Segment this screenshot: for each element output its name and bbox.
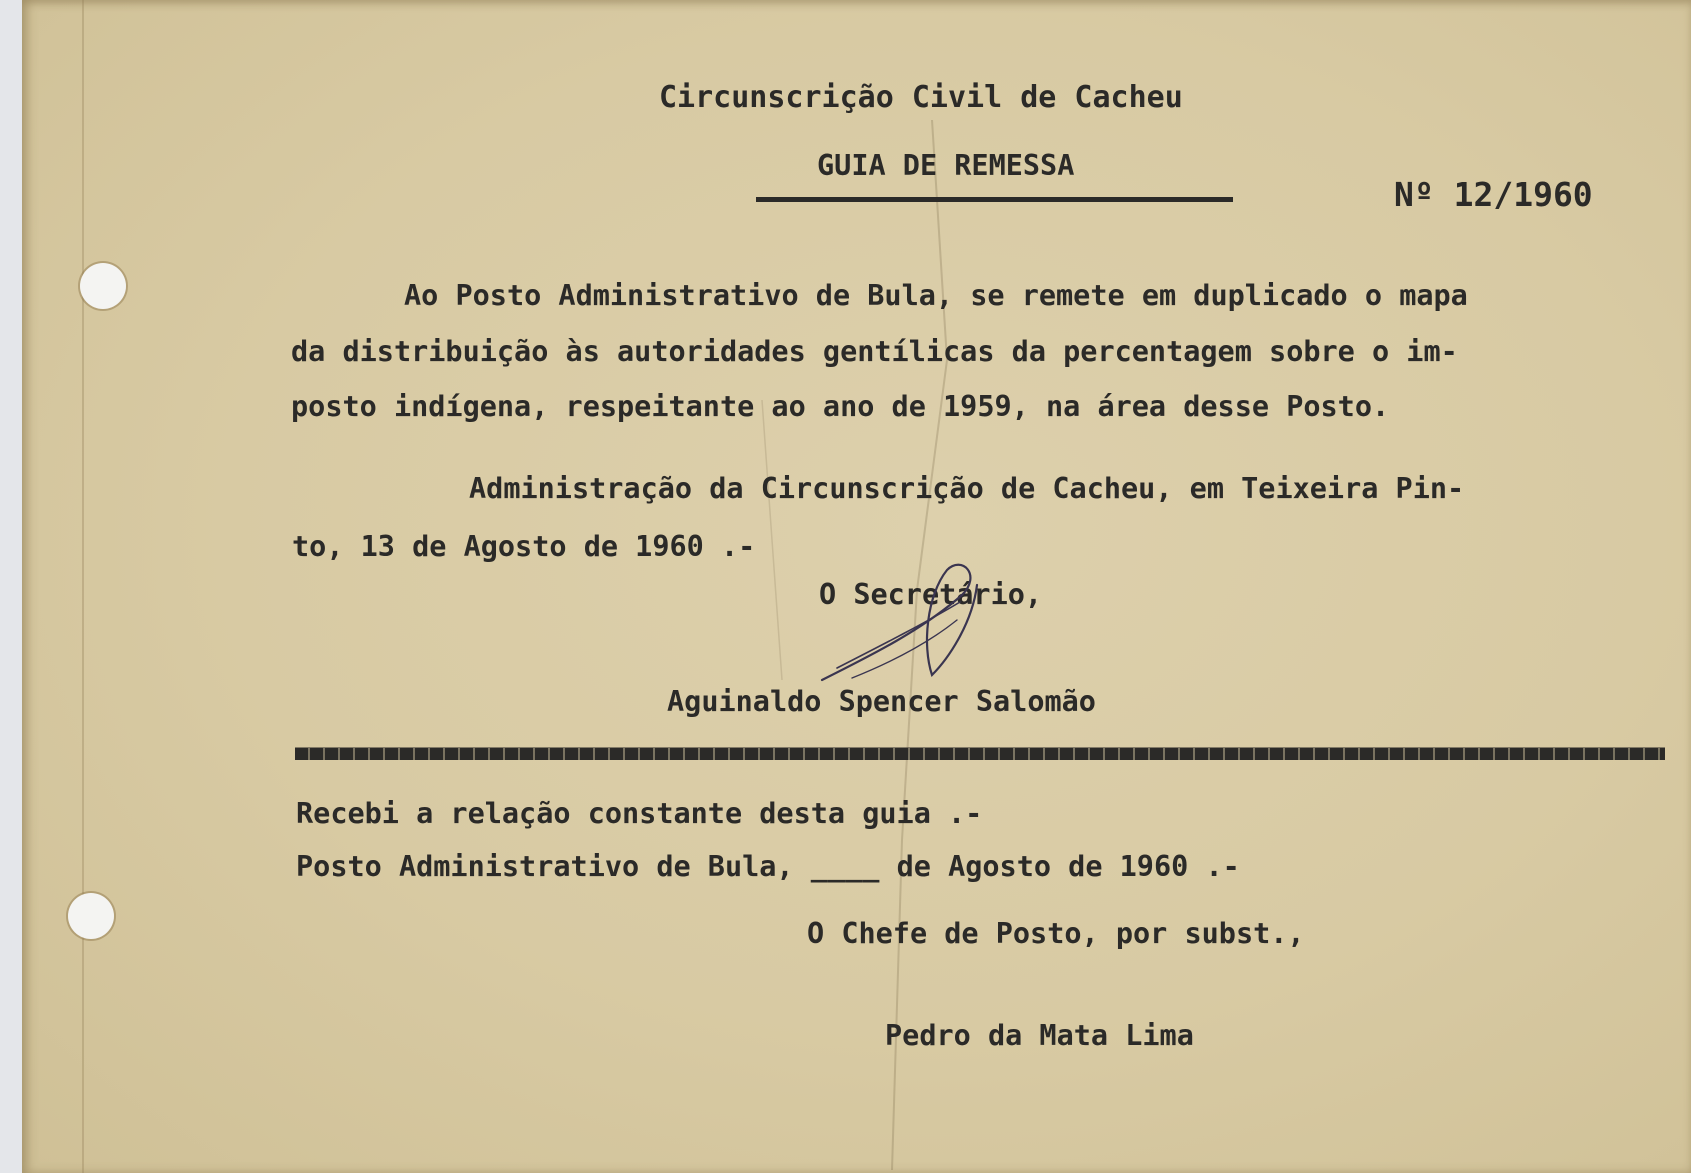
paragraph-1-line-3: posto indígena, respeitante ao ano de 1959, na área desse Posto. [291, 390, 1390, 423]
paragraph-2-line-1: Administração da Circunscrição de Cacheu, em Teixeira Pin- [469, 472, 1465, 505]
document-number: Nº 12/1960 [1394, 175, 1593, 214]
receipt-line-2 [296, 850, 1240, 883]
receipt-line-1: Recebi a relação constante desta guia .- [296, 797, 983, 830]
office-heading: Circunscrição Civil de Cacheu [659, 80, 1183, 115]
punch-hole-top [80, 263, 126, 309]
handwritten-signature [812, 550, 1012, 700]
title-underline [756, 197, 1233, 202]
receipt-signer-name: Pedro da Mata Lima [885, 1019, 1194, 1052]
punch-hole-bottom [68, 893, 114, 939]
paragraph-1-line-1: Ao Posto Administrativo de Bula, se remete em duplicado o mapa [404, 279, 1468, 312]
receipt-date: de Agosto de 1960 .- [896, 850, 1240, 883]
receipt-place: Posto Administrativo de Bula, [296, 850, 794, 883]
receipt-day-blank: ____ [810, 850, 880, 883]
paragraph-1-line-2: da distribuição às autoridades gentílicas da percentagem sobre o im- [291, 335, 1458, 368]
separator-line [295, 748, 1665, 760]
document-title: GUIA DE REMESSA [817, 149, 1075, 182]
signer-role: O Secretário, [819, 578, 1043, 611]
document-sheet [22, 0, 1691, 1173]
receipt-signer-role: O Chefe de Posto, por subst., [807, 917, 1305, 950]
signer-name: Aguinaldo Spencer Salomão [667, 685, 1096, 718]
paragraph-2-line-2: to, 13 de Agosto de 1960 .- [292, 530, 756, 563]
